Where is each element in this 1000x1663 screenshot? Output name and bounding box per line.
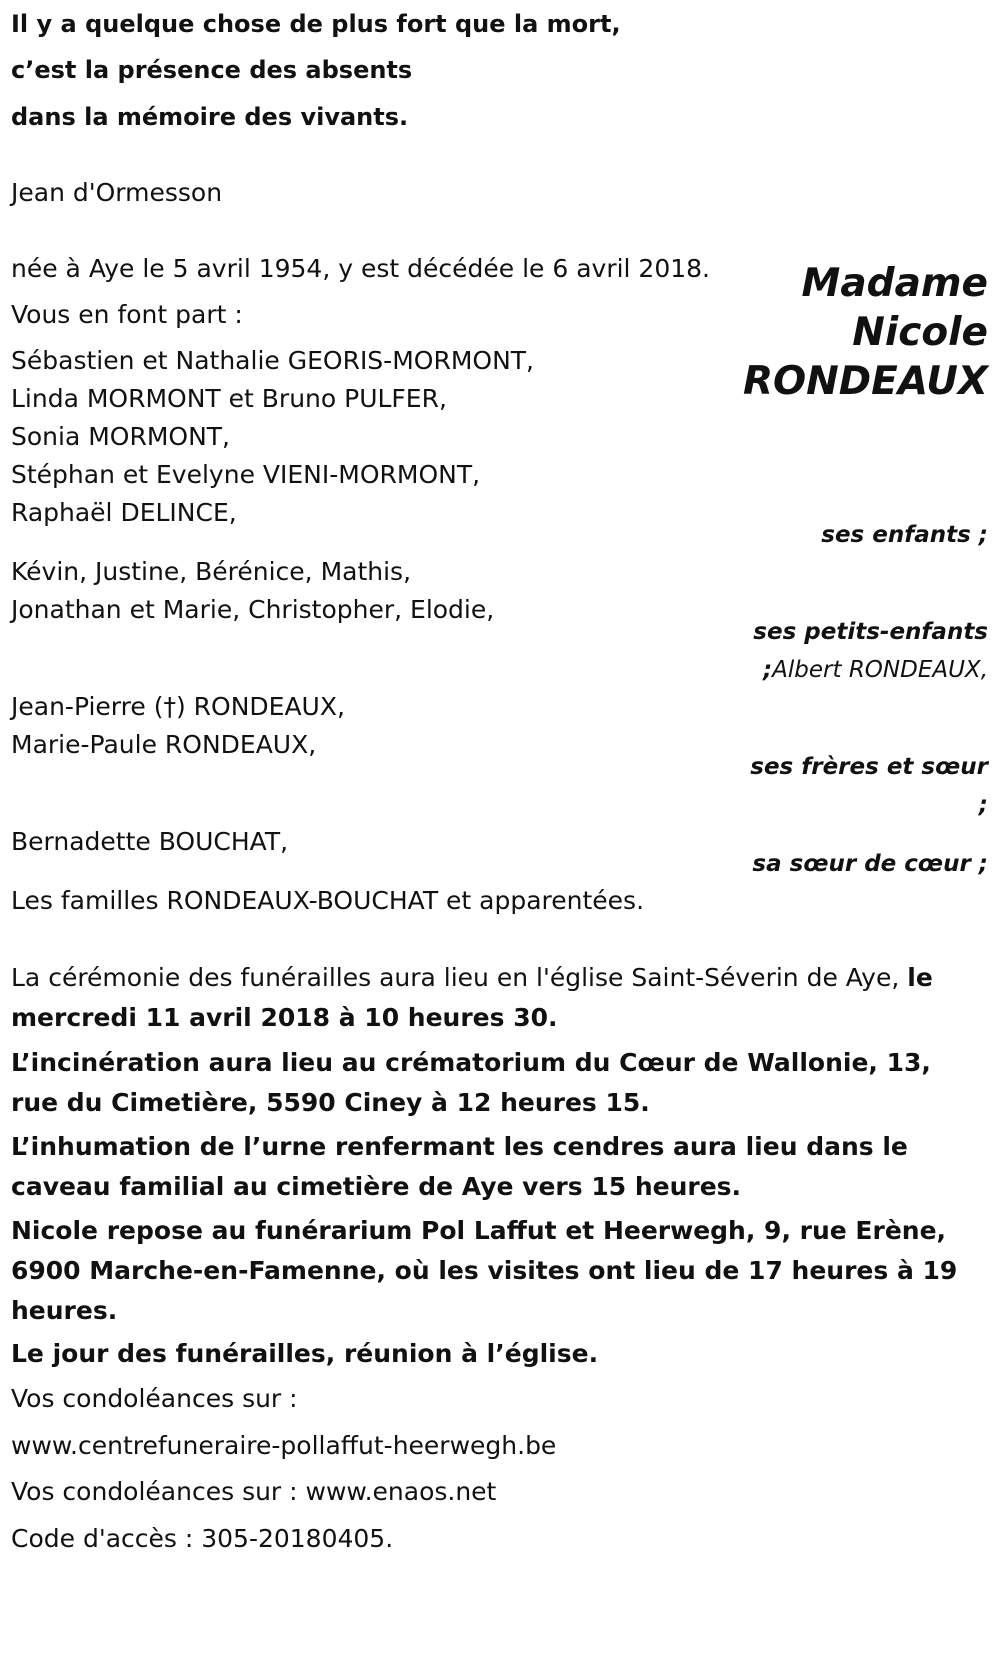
sibling-line: Marie-Paule RONDEAUX, [11,730,317,759]
grandchildren-relation-tail: ; [762,657,773,683]
children-relation: ses enfants ; [821,522,988,548]
child-line: Stéphan et Evelyne VIENI-MORMONT, [11,460,481,489]
quote-author: Jean d'Ormesson [11,178,223,207]
condolences-url-1[interactable]: www.centrefuneraire-pollaffut-heerwegh.be [11,1431,557,1460]
announcement: Vous en font part : [11,300,243,329]
ceremony-date: le mercredi 11 avril 2018 à 10 heures 30. [11,963,933,1032]
child-line: Sébastien et Nathalie GEORIS-MORMONT, [11,346,534,375]
ceremony-intro: La cérémonie des funérailles aura lieu en l'église Saint-Séverin de Aye, [11,963,908,992]
families-line: Les familles RONDEAUX-BOUCHAT et apparentées. [11,886,645,915]
sibling-line: Jean-Pierre (†) RONDEAUX, [11,692,345,721]
grandchild-line: Jonathan et Marie, Christopher, Elodie, [11,595,495,624]
quote-line-1: Il y a quelque chose de plus fort que la mort, [11,10,621,38]
funeral-day-paragraph: Le jour des funérailles, réunion à l’église. [11,1339,599,1368]
siblings-relation-tail: ; [978,792,988,818]
child-line: Sonia MORMONT, [11,422,231,451]
heart-sister-name: Bernadette BOUCHAT, [11,827,289,856]
grandchildren-relation: ses petits-enfants [753,619,988,645]
birth-death-line: née à Aye le 5 avril 1954, y est décédée le 6 avril 2018. [11,254,710,283]
siblings-relation: ses frères et sœur [750,754,988,780]
incineration-paragraph: L’incinération aura lieu au crématorium du Cœur de Wallonie, 13, rue du Cimetière, 5590 Ciney à 12 heures 15. [11,1048,931,1117]
child-line: Raphaël DELINCE, [11,498,237,527]
ceremony-paragraph [11,958,986,1038]
deceased-name-block [743,259,988,406]
access-code: Code d'accès : 305-20180405. [11,1524,394,1553]
deceased-title: Madame [801,261,988,306]
deceased-last-name: RONDEAUX [742,359,988,404]
condolences-label-1: Vos condoléances sur : [11,1384,298,1413]
inhumation-paragraph: L’inhumation de l’urne renfermant les cendres aura lieu dans le caveau familial au cimetière de Aye vers 15 heures. [11,1132,908,1201]
child-line: Linda MORMONT et Bruno PULFER, [11,384,447,413]
grandchild-line: Kévin, Justine, Bérénice, Mathis, [11,557,412,586]
heart-sister-relation: sa sœur de cœur ; [752,851,988,877]
grandchildren-extra-name: Albert RONDEAUX, [772,657,988,683]
funerarium-paragraph: Nicole repose au funérarium Pol Laffut et Heerwegh, 9, rue Erène, 6900 Marche-en-Famenne, où les visites ont lieu de 17 heures à 19 heures. [11,1216,958,1325]
quote-line-2: c’est la présence des absents [11,56,413,84]
grandchildren-extra [763,652,988,688]
condolences-label-2: Vos condoléances sur : www.enaos.net [11,1477,497,1506]
deceased-first-name: Nicole [852,310,988,355]
quote-line-3: dans la mémoire des vivants. [11,103,409,131]
